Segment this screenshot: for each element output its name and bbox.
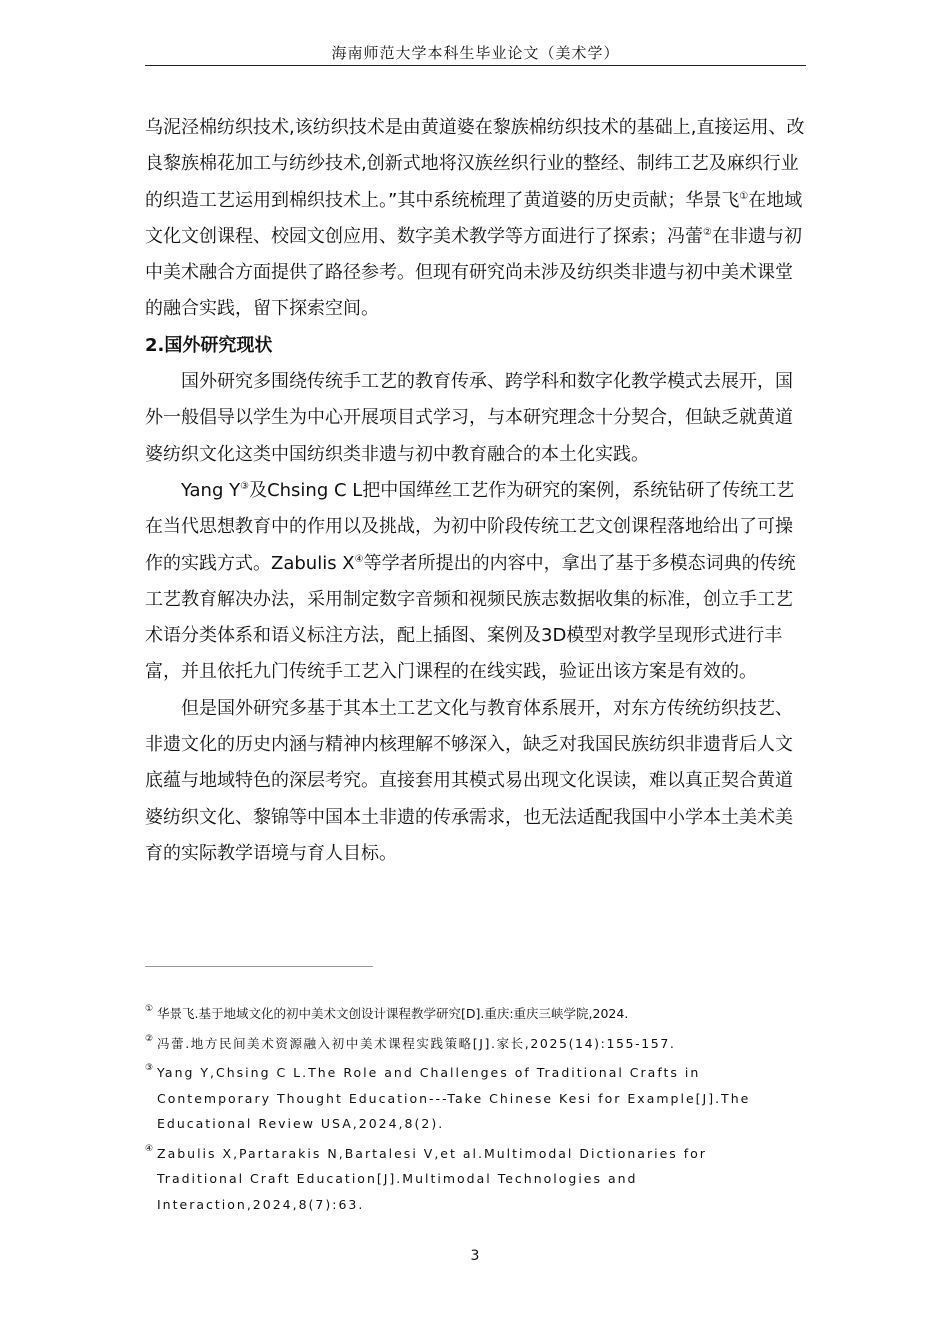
- footnote-rule: [145, 966, 373, 967]
- footnote-text: 冯蕾.地方民间美术资源融入初中美术课程实践策略[J].家长,2025(14):155-157.: [157, 1035, 676, 1051]
- header-rule: [145, 65, 806, 66]
- footnote-mark: ②: [145, 1033, 155, 1044]
- paragraph-domestic-review-continued: [145, 110, 807, 328]
- footnote-1: [145, 1001, 807, 1027]
- paragraph-text: 在地域文化文创课程、校园文创应用、数字美术教学等方面进行了探索；冯蕾: [145, 189, 803, 247]
- paragraph-foreign-limitations: 但是国外研究多基于其本土工艺文化与教育体系展开，对东方传统纺织技艺、非遗文化的历史内涵与精神内核理解不够深入，缺乏对我国民族纺织非遗背后人文底蕴与地域特色的深层考究。直接套用其模式易出现文化误读，难以真正契合黄道婆纺织文化、黎锦等中国本土非遗的传承需求，也无法适配我国中小学本土美术美育的实际教学语境与育人目标。: [145, 697, 793, 864]
- paragraph-foreign-cases: [145, 473, 807, 691]
- paragraph-text: 等学者所提出的内容中，拿出了基于多模态词典的传统工艺教育解决办法，采用制定数字音频和视频民族志数据收集的标准，创立手工艺术语分类体系和语义标注方法，配上插图、案例及3D模型对教学呈现形式进行丰富，并且依托九门传统手工艺入门课程的在线实践，验证出该方案是有效的。: [145, 552, 796, 683]
- paragraph-text: 乌泥泾棉纺织技术,该纺织技术是由黄道婆在黎族棉纺织技术的基础上,直接运用、改良黎族棉花加工与纺纱技术,创新式地将汉族丝织行业的整经、制纬工艺及麻织行业的织造工艺运用到棉织技术上。”其中系统梳理了黄道婆的历史贡献；华景飞: [145, 117, 805, 211]
- footnote-mark: ③: [145, 1063, 156, 1073]
- footnote-mark: ①: [145, 1004, 154, 1014]
- footnote-ref-2: ②: [703, 226, 712, 238]
- footnote-text: 华景飞.基于地域文化的初中美术文创设计课程教学研究[D].重庆:重庆三峡学院,2024.: [157, 1006, 629, 1021]
- paragraph-foreign-overview: 国外研究多围绕传统手工艺的教育传承、跨学科和数字化教学模式去展开，国外一般倡导以学生为中心开展项目式学习，与本研究理念十分契合，但缺乏就黄道婆纺织文化这类中国纺织类非遗与初中教育融合的本土化实践。: [145, 371, 793, 465]
- body-text: [145, 110, 807, 872]
- footnote-2: [145, 1031, 807, 1057]
- page-number: 3: [470, 1248, 480, 1264]
- paragraph-text: Yang Y: [181, 479, 241, 501]
- footnotes: [145, 1001, 807, 1221]
- footnote-text: Zabulis X,Partarakis N,Bartalesi V,et al.Multimodal Dictionaries for Traditional Craft Education[J].Multimodal Technologies and Interaction,2024,8(7):63.: [157, 1145, 707, 1212]
- running-header: 海南师范大学本科生毕业论文（美术学）: [331, 44, 620, 62]
- section-heading: 2.国外研究现状: [145, 334, 273, 356]
- footnote-ref-3: ③: [240, 480, 250, 492]
- footnote-ref-1: ①: [739, 190, 749, 202]
- footnote-4: [145, 1141, 807, 1218]
- footnote-3: [145, 1060, 807, 1137]
- paragraph-text: 在非遗与初中美术融合方面提供了路径参考。但现有研究尚未涉及纺织类非遗与初中美术课堂的融合实践，留下探索空间。: [145, 225, 802, 320]
- footnote-text: Yang Y,Chsing C L.The Role and Challenges of Traditional Crafts in Contemporary Thought Education---Take Chinese Kesi for Example[J].The Educational Review USA,2024,8(2).: [157, 1065, 751, 1131]
- paragraph-text: 及Chsing C L把中国缂丝工艺作为研究的案例，系统钻研了传统工艺在当代思想教育中的作用以及挑战，为初中阶段传统工艺文创课程落地给出了可操作的实践方式。Zabulis X: [145, 479, 795, 574]
- footnote-mark: ④: [145, 1143, 156, 1154]
- footnote-ref-4: ④: [354, 553, 364, 565]
